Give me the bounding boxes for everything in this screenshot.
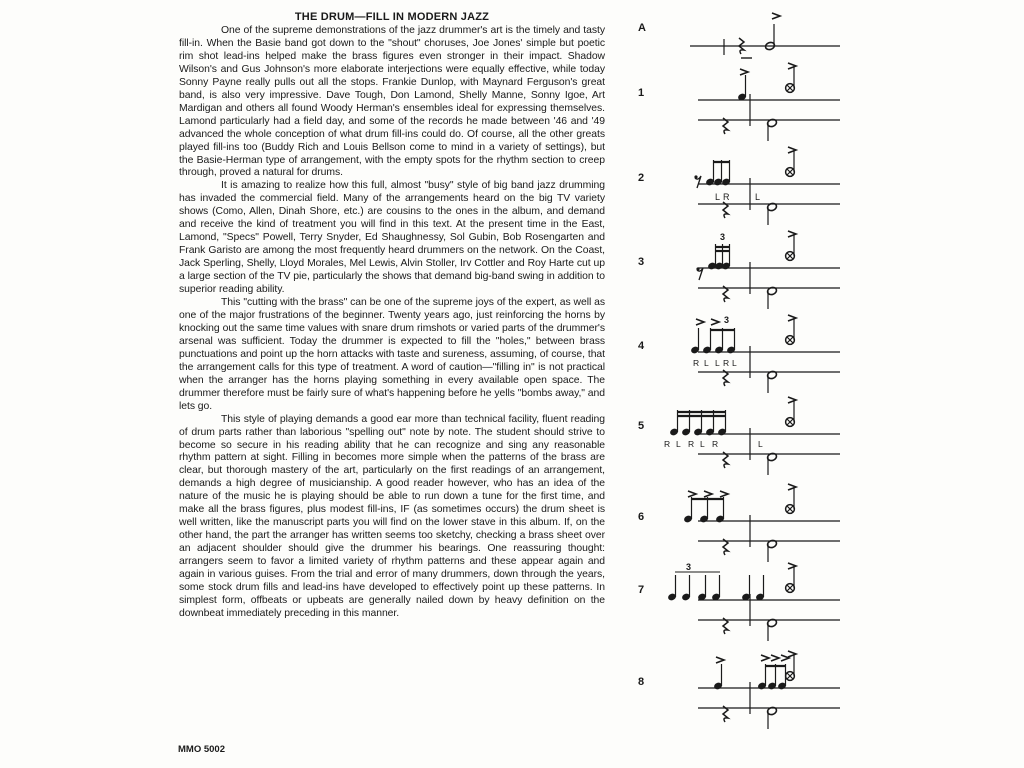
sticking-letter: L <box>676 439 681 449</box>
paragraph-3: This "cutting with the brass" can be one of the supreme joys of the expert, as well as one of the major frustrations of the beginner. Twenty years ago, just reinforcing the horns by knocking out the same time values with snare drum rimshots or varied parts of the drummer's arsenal was sufficient. Today the drummer is expected to fill the "holes," between brass punctuations and point up the horn attacks with taste and sureness, assuming, of course, that the arrangement calls for this type of treatment. A word of caution—"filling in" is not practical when the arranger has the horns playing something in every available open space. The drummer therefore must be fairly sure of what's happening before he yells "bombs away," and lets go. <box>179 297 605 412</box>
sticking-letter: L <box>755 192 761 202</box>
example-label: 7 <box>638 584 645 596</box>
sticking-letter: L <box>732 358 737 368</box>
accent-mark <box>788 651 796 657</box>
accent-mark <box>781 655 789 661</box>
accent-mark <box>716 657 724 663</box>
triplet-number: 3 <box>686 562 692 572</box>
drum-notation <box>620 0 1024 768</box>
sticking-letter: R <box>688 439 695 449</box>
example-label: 4 <box>638 340 645 352</box>
example-label: 8 <box>638 676 645 688</box>
sticking-letter: L <box>700 439 705 449</box>
example-label: 6 <box>638 511 645 523</box>
accent-mark <box>788 63 796 69</box>
accent-mark <box>688 491 696 497</box>
accent-mark <box>788 563 796 569</box>
accent-mark <box>761 655 769 661</box>
accent-mark <box>788 147 796 153</box>
sticking-letter: R <box>712 439 719 449</box>
triplet-number: 3 <box>720 232 726 242</box>
eighth-rest-dot <box>694 175 697 178</box>
accent-mark <box>740 69 748 75</box>
paragraph-4: This style of playing demands a good ear more than technical facility, fluent reading of drum parts rather than laborious "spelling out" note by note. The student should strive to become so secure in his reading ability that he can recognize and sing any reasonable rhythm pattern at sight. Filling in becomes more simple when the patterns of the brass are clear, but thorough mastery of the art, particularly on the first readings of an arrangement, demands a high degree of musicianship. A good reader however, who has an idea of the nature of the music he is playing should be able to run down a tune for the first time, and make all the brass figures, plus modest fill-ins, IF (as sometimes occurs) the drum sheet is well written, like the manuscript parts you will find on the lower stave in this album. If, on the other hand, the part the arranger has written seems too sketchy, checking a brass sheet over an adjacent shoulder should give the drummer his bearings. One reassuring thought: arrangers seem to favor a limited variety of rhythm patterns and these appear again and again in various guises. From the trial and error of many drummers, down through the years, some stock drum fills and lead-ins have developed to effectively point up these patterns. In simplest form, offbeats or upbeats are generally nailed down by heavy definition on the downbeat immediately preceding in this manner. <box>179 413 605 619</box>
paragraph-1: One of the supreme demonstrations of the jazz drummer's art is the timely and tasty fill-in. When the Basie band got down to the "shout" choruses, Joe Jones' simple but poetic rim shot lead-ins helped make the brass figures even stronger in their impact. Shadow Wilson's and Gus Johnson's more elaborate interjections were equally effective, while today Sonny Payne really pulls out all the stops. Frankie Dunlop, with Maynard Ferguson's great band, is also very impressive. Dave Tough, Don Lamond, Shelly Manne, Sonny Igoe, Art Mardigan and others all found Woody Herman's ensembles ideal for expressing themselves. Lamond particularly had a field day, and some of the records he made between '46 and '49 advanced the whole conception of what drum fill-ins could do. Of course, all the other greats played fill-ins too (Buddy Rich and Louis Bellson come to mind in a variety of settings), but the Basie-Herman type of arrangement, with the empty spots for the rhythm section to creep through, proved a natural for drums. <box>179 25 605 179</box>
sticking-letter: L <box>704 358 709 368</box>
sticking-letter: L <box>715 358 720 368</box>
catalog-number: MMO 5002 <box>178 744 225 755</box>
example-label: 5 <box>638 420 645 432</box>
sticking-letter: R <box>693 358 700 368</box>
example-label: 1 <box>638 87 645 99</box>
example-label: 3 <box>638 256 645 268</box>
accent-mark <box>788 231 796 237</box>
accent-mark <box>788 397 796 403</box>
article <box>179 11 605 621</box>
notation-examples <box>620 0 1024 768</box>
paragraph-2: It is amazing to realize how this full, almost "busy" style of big band jazz drumming has invaded the commercial field. Many of the arrangements heard on the big TV variety shows (Como, Allen, Dinah Shore, etc.) are cousins to the ones in the album, and demand and receive the kind of treatment you will find in this text. At the present time in the East, Lamond, "Specs" Powell, Terry Snyder, Ed Shaughnessy, Sol Gubin, Bob Rosengarten and Frank Garisto are among the most frequently heard drummers on the network. On the Coast, Jack Sperling, Shelly, Lloyd Morales, Mel Lewis, Alvin Stoller, Irv Cottler and Roy Harte cut up a large section of the TV pie, particularly the shows that demand big-band swing in addition to superior reading ability. <box>179 180 605 296</box>
accent-mark <box>720 491 728 497</box>
example-label: A <box>638 22 646 34</box>
accent-mark <box>704 491 712 497</box>
example-label: 2 <box>638 172 645 184</box>
triplet-number: 3 <box>724 315 730 325</box>
accent-mark <box>711 319 719 325</box>
sticking-letter: L <box>758 439 763 449</box>
sticking-letter: L <box>715 192 721 202</box>
sticking-letter: R <box>723 192 730 202</box>
accent-mark <box>772 13 780 19</box>
eighth-rest-dot <box>696 267 699 270</box>
sticking-letter: R <box>664 439 671 449</box>
article-title: THE DRUM—FILL IN MODERN JAZZ <box>294 11 490 23</box>
accent-mark <box>788 315 796 321</box>
accent-mark <box>696 319 704 325</box>
accent-mark <box>771 655 779 661</box>
accent-mark <box>788 484 796 490</box>
sticking-letter: R <box>723 358 730 368</box>
